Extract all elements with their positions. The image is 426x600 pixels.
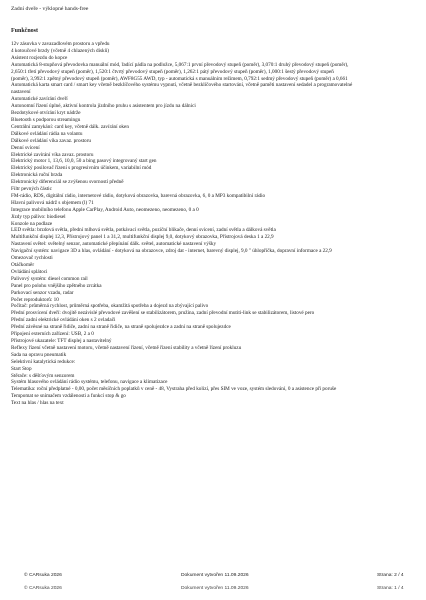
section-heading: Funkčnost bbox=[11, 28, 39, 34]
feature-list bbox=[11, 41, 413, 407]
feature-line: Přední zadní elektrické ovládání oken s 2 ovladači bbox=[11, 317, 116, 324]
feature-line: Systém hlasového ovládání rádio systému, telefonu, navigace a klimatizace bbox=[11, 379, 168, 386]
feature-line: LED světla: brzdová světla, přední mlhová světla, potkávací světla, poziční blikače, denní svícení, zadní světla a dálková světla bbox=[11, 227, 276, 234]
feature-line: Jízdy typ pálivo: biodiesel bbox=[11, 213, 66, 220]
feature-line: Text na hlas / hlas na text bbox=[11, 400, 64, 407]
feature-line: Telematika: roční předplatné - 0,00, počet měsíčních poplatků v ceně - 48, Vystraha před kolizí, přes SIM ve voze, systém sledování, 0 a asistence při poruše bbox=[11, 386, 337, 393]
footer-page-number: Strana: 2 / 4 bbox=[377, 573, 404, 578]
feature-line: 2,650:1 třetí převodový stupeň (poměr), 1,520:1 čtvrtý převodový stupeň (poměr), 1,262:1 pátý převodový stupeň (poměr), 1,000:1 šestý převodový stupeň bbox=[11, 68, 334, 75]
feature-line: Přední závěsné na straně řidiče, zadní na straně řidiče, na straně spolujezdce a zadní na straně spolujezdce bbox=[11, 324, 231, 331]
feature-line: Bezdotykové otvírání kryt nádrže bbox=[11, 110, 81, 117]
feature-line: Elektrický posilovač řízení s progresivním účinkem, variabilní mód bbox=[11, 165, 152, 172]
feature-line: Elektrický motor 1, 13,6, 10,0, 50 a bing pasový integrovaný start gen bbox=[11, 158, 157, 165]
footer-page-number-secondary: Strana: 1 / 4 bbox=[377, 586, 404, 591]
feature-line: Tempomat se snímačem vzdálenosti a funkcí stop & go bbox=[11, 393, 126, 400]
feature-line: Počet reproduktorů: 10 bbox=[11, 296, 59, 303]
feature-line: Denní svícení bbox=[11, 144, 40, 151]
feature-line: Automatická karta smart card / smart key včetně bezklíčového systému vypnutí, včetně bezklíčového startování, včetně paměti nastavení sedadel a programovatelné bbox=[11, 82, 353, 89]
feature-line: Omezovač rychlosti bbox=[11, 255, 53, 262]
feature-line: Nastavení světel: světelný senzor, automatické přepínání dálk. světel, automatické nastavení výšky bbox=[11, 241, 217, 248]
feature-line: Konzole na podlaze bbox=[11, 220, 53, 227]
feature-line: nastavení bbox=[11, 89, 31, 96]
feature-line: Start Stop bbox=[11, 365, 32, 372]
footer-copyright: © CARsuka 2026 bbox=[24, 573, 62, 578]
feature-line: Palivový systém: diesel common rail bbox=[11, 275, 88, 282]
feature-line: Přístrojové ukazatele: TFT displej a nastavitelný bbox=[11, 337, 112, 344]
feature-line: Asistent rozjezdu do kopce bbox=[11, 54, 68, 61]
footer-generated-date-secondary: Dokument vytvořen 11.09.2026 bbox=[181, 586, 249, 591]
feature-line: Hlavní palivová nádrž s objemem (l) 71 bbox=[11, 199, 94, 206]
feature-line: Stěrače: s děšťovým senzorem bbox=[11, 372, 75, 379]
page-header-title: Zadní dveře - výklopné hands-free bbox=[11, 6, 89, 12]
footer-generated-date: Dokument vytvořen 11.09.2026 bbox=[181, 573, 249, 578]
feature-line: Elektronický diferenciál se zvýšenou svorností předně bbox=[11, 179, 124, 186]
feature-line: Navigační systém: navigace 3D a hlas, ovládání - dotyková na obrazovce, zdroj dat - internet, barevný displej, 9,0 " úhlopříčka, dopravní informace a 22,9 bbox=[11, 248, 332, 255]
feature-line: Dálkové ovládání víka zavaz. prostoru bbox=[11, 137, 91, 144]
feature-line: 4 kotoučové brzdy (včetně 4 chlazených disků) bbox=[11, 47, 109, 54]
feature-line: Počítač: průměrná rychlost, průměrná spotřeba, okamžitá spotřeba a dojezd na zbývající palivo bbox=[11, 303, 209, 310]
feature-line: Sada na opravu pneumatik bbox=[11, 351, 67, 358]
feature-line: Integrace mobilního telefonu Apple CarPlay, Android Auto, neomezeno, neomezeno, 0 a 0 bbox=[11, 206, 199, 213]
footer-copyright-secondary: © CARsuka 2026 bbox=[24, 586, 62, 591]
feature-line: Dálkové ovládání rádia na volantu bbox=[11, 130, 83, 137]
feature-line: Automatická 8-stupňová převodovka manuální mód, řadící pádla na podložce, 5,067:1 první převodový stupeň (poměr), 3,070:1 druhý převodový stupeň (poměr), bbox=[11, 61, 349, 68]
feature-line: Panel pro polohu vnějšího zpětného zrcátka bbox=[11, 282, 102, 289]
feature-line: Reflexy řízení včetně nastavení motoru, včetně nastavení řízení, včetně řízení stability a včetně řízení prokluzu bbox=[11, 344, 242, 351]
feature-line: Filtr pevných částic bbox=[11, 186, 52, 193]
feature-line: Elektrické zavírání víka zavaz. prostoru bbox=[11, 151, 94, 158]
feature-line: Selektivní katalytická redukce: bbox=[11, 358, 76, 365]
feature-line: Elektronická ruční brzda bbox=[11, 172, 63, 179]
feature-line: Automatické zavírání dveří bbox=[11, 96, 68, 103]
feature-line: Autonomní řízení úplné, aktivní kontrola jízdního pruhu s asistentem pro jízdu na dálnici bbox=[11, 103, 196, 110]
feature-line: Multifunkční displej 12,3, Přístrojový panel 1 a 31,2, multifunkční displej 9,0, dotykový obrazovka, Přístrojová deska 1 a 22,9 bbox=[11, 234, 274, 241]
feature-line: Otáčkoměr bbox=[11, 262, 35, 268]
feature-line: Bluetooth s podporou streamingu bbox=[11, 116, 81, 123]
feature-line: Přední prosvícení dveří: dvojitě nezávislé převodové zavěšení se stabilizátorem, pružina, zadní převodní mutiti-link se stabilizátorem, listové pero bbox=[11, 310, 315, 317]
feature-line: Parkovací senzor vzadu, radar bbox=[11, 289, 74, 296]
feature-line: Ovládání splátoci bbox=[11, 268, 48, 275]
feature-line: FM-rádio, RDS, digitální rádio, internetové rádio, dotyková obrazovka, barevná obrazovka, 6, 0 a MP3 kompatibilní rádio bbox=[11, 192, 266, 199]
feature-line: Připojení externích zařízení: USB, 2 a 0 bbox=[11, 331, 94, 338]
feature-line: Centrální zamykání: card key, včetně dálk. zavírání oken bbox=[11, 123, 129, 130]
feature-line: (poměr), 3,992:1 zpětný převodový stupeň (poměr), AWF8G55 AWD, typ - automatická s manuálním režimem, 0,792:1 sedmý převodový stupeň (poměr) a 0,661 bbox=[11, 75, 348, 82]
feature-line: 12v zásuvka v zavazadlovém prostoru a vpředu bbox=[11, 41, 110, 47]
